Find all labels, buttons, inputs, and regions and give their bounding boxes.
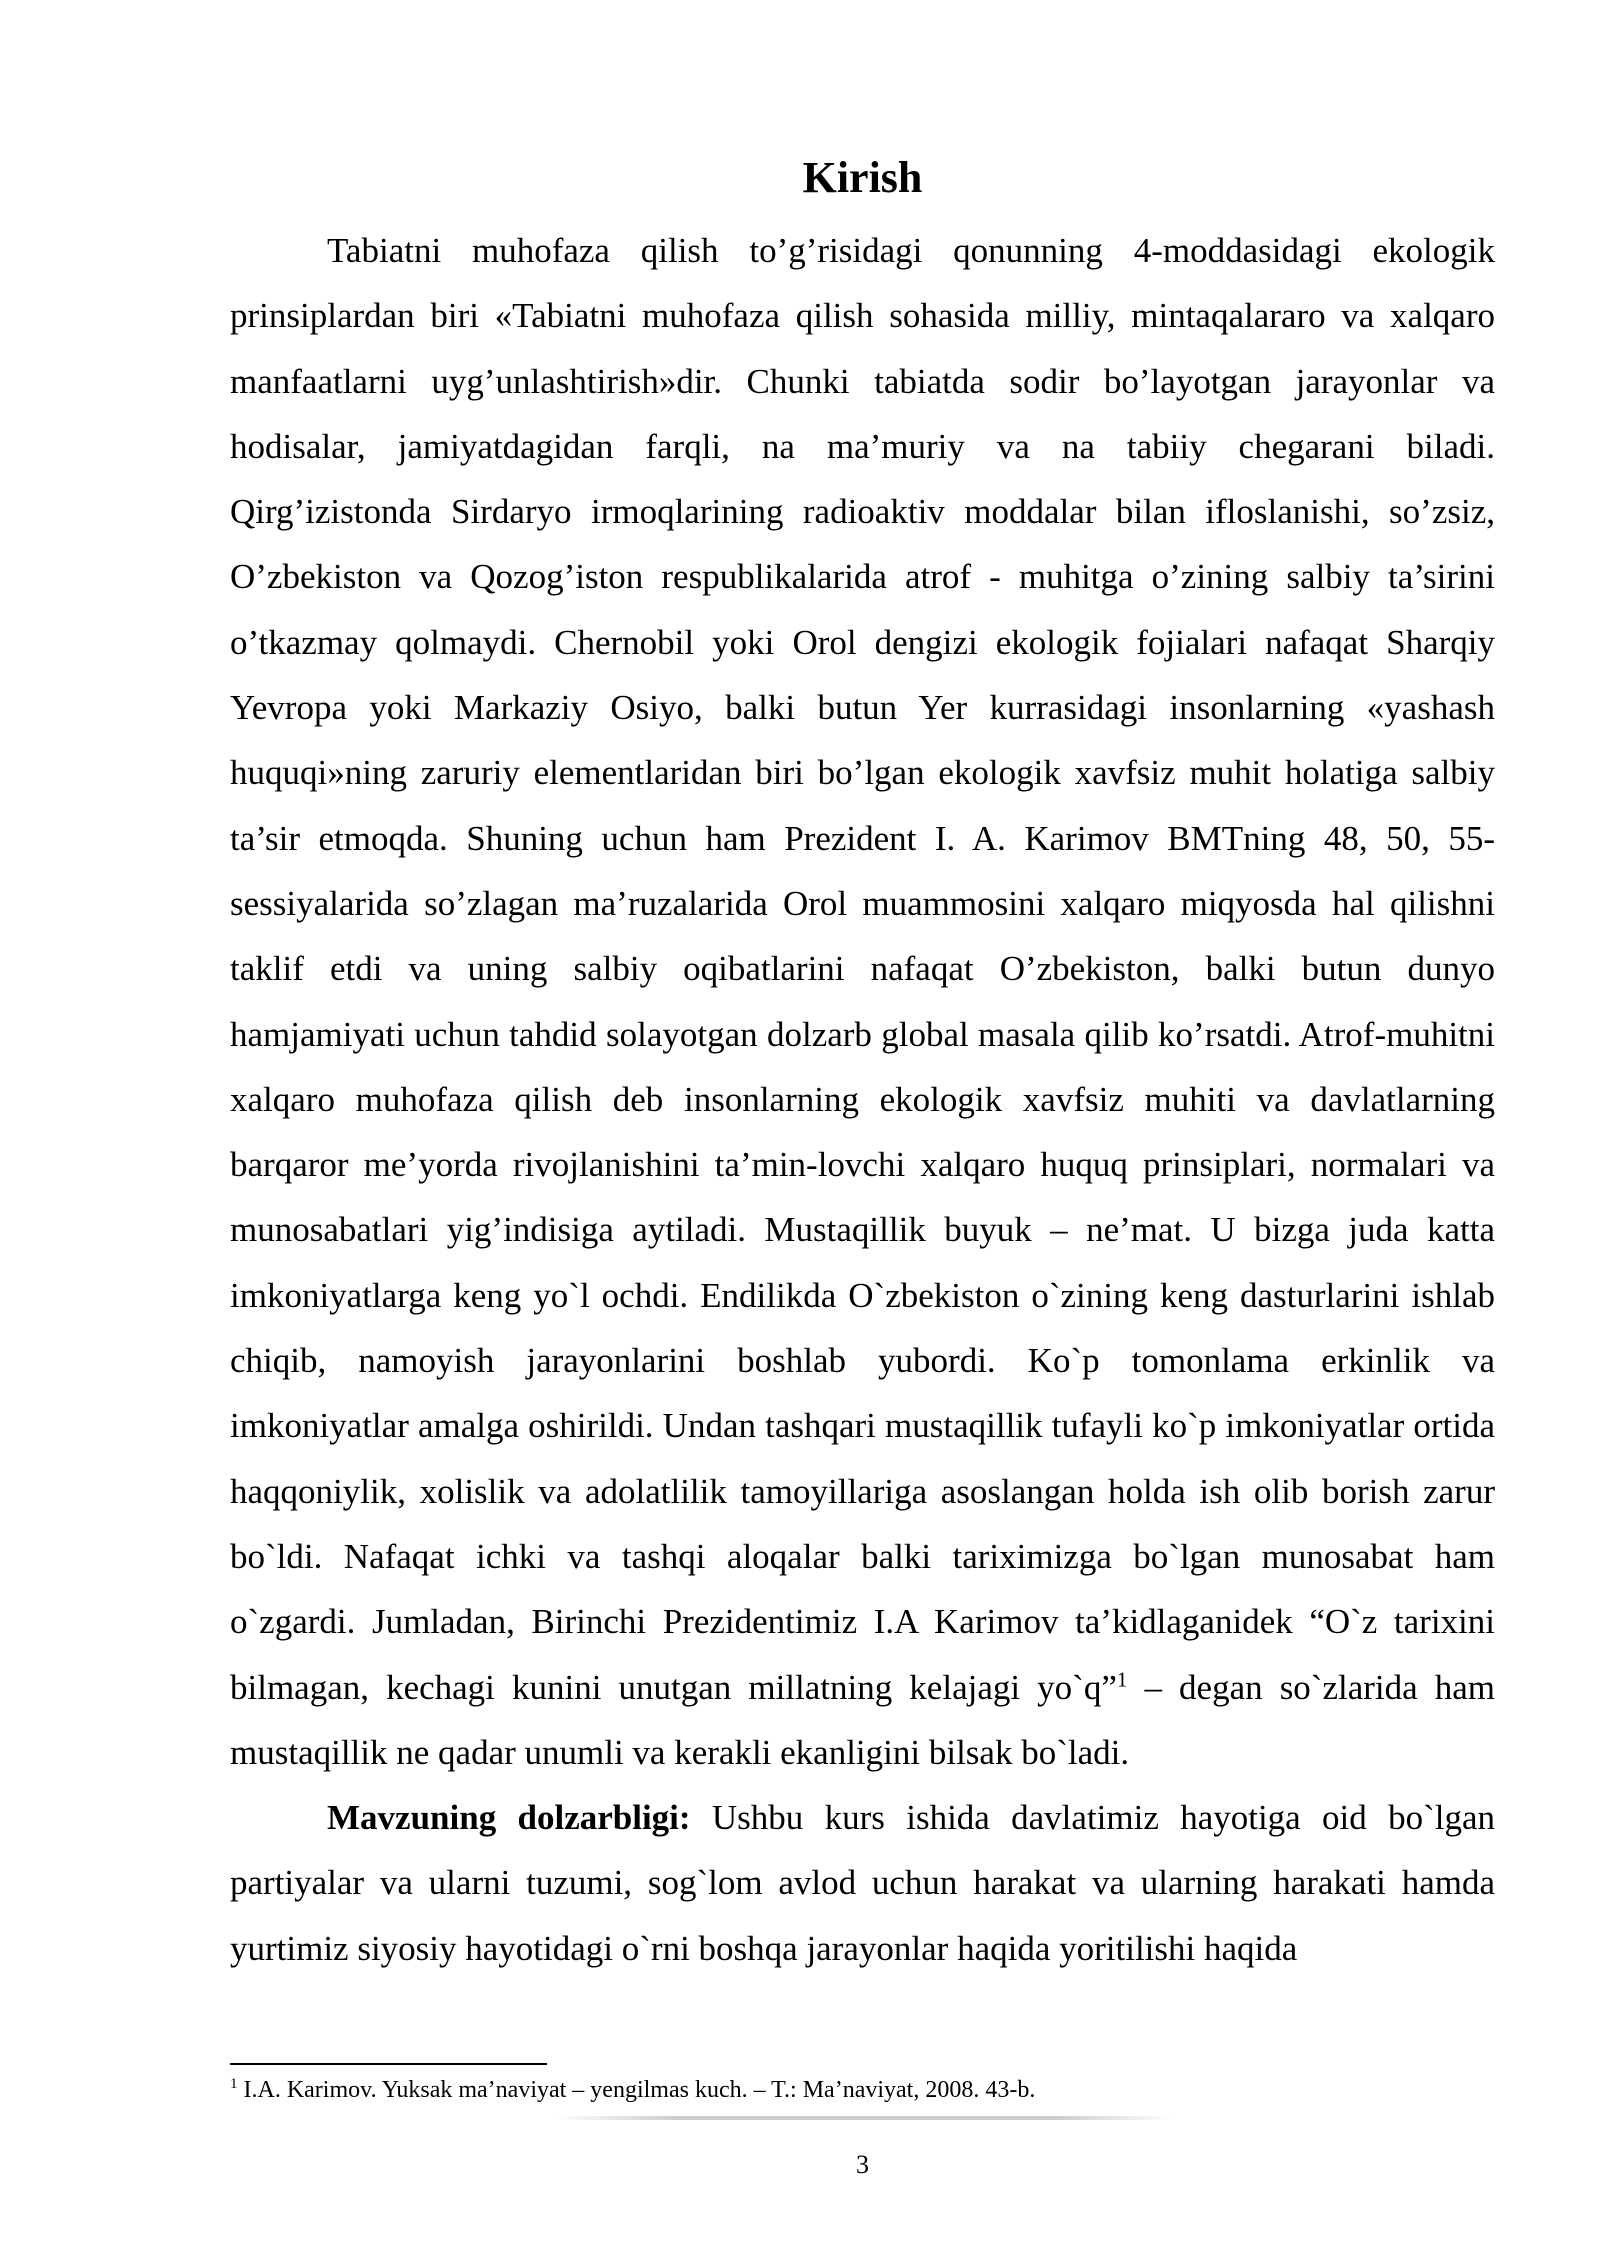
relevance-label: Mavzuning dolzarbligi: [327, 1798, 691, 1838]
footnote-text: I.A. Karimov. Yuksak ma’naviyat – yengilmas kuch. – T.: Ma’naviyat, 2008. 43-b. [237, 2077, 1036, 2103]
body-text [230, 218, 1495, 1981]
footnote-separator [230, 2063, 547, 2065]
relevance-paragraph [230, 1785, 1495, 1981]
page-number: 3 [856, 2150, 869, 2179]
section-heading: Kirish [802, 153, 923, 202]
relevance-text: Ushbu kurs ishida davlatimiz hayotiga oid bo`lgan partiyalar va ularni tuzumi, sog`lom avlod uchun harakat va ularning harakati hamda yurtimiz siyosiy hayotidagi o`rni boshqa jarayonlar haqida yoritilishi haqida [230, 1798, 1496, 1968]
footnote-marker: 1 [230, 2076, 238, 2092]
footnote-reference: 1 [1116, 1666, 1128, 1691]
intro-text: Tabiatni muhofaza qilish to’g’risidagi qonunning 4-moddasidagi ekologik prinsiplardan biri «Tabiatni muhofaza qilish sohasida milliy, mintaqalararo va xalqaro manfaatlarni uyg’unlashtirish»dir. Chunki tabiatda sodir bo’layotgan jarayonlar va hodisalar, jamiyatdagidan farqli, na ma’muriy va na tabiiy chegarani biladi. Qirg’izistonda Sirdaryo irmoqlarining radioaktiv moddalar bilan ifloslanishi, so’zsiz, O’zbekiston va Qozog’iston respublikalarida atrof - muhitga o’zining salbiy ta’sirini o’tkazmay qolmaydi. Chernobil yoki Orol dengizi ekologik fojialari nafaqat Sharqiy Yevropa yoki Markaziy Osiyo, balki butun Yer kurrasidagi insonlarning «yashash huquqi»ning zaruriy elementlaridan biri bo’lgan ekologik xavfsiz muhit holatiga salbiy ta’sir etmoqda. Shuning uchun ham Prezident I. A. Karimov BMTning 48, 50, 55-sessiyalarida so’zlagan ma’ruzalarida Orol muammosini xalqaro miqyosda hal qilishni taklif etdi va uning salbiy oqibatlarini nafaqat O’zbekiston, balki butun dunyo hamjamiyati uchun tahdid solayotgan dolzarb global masala qilib ko’rsatdi. Atrof-muhitni xalqaro muhofaza qilish deb insonlarning ekologik xavfsiz muhiti va davlatlarning barqaror me’yorda rivojlanishini ta’min-lovchi xalqaro huquq prinsiplari, normalari va munosabatlari yig’indisiga aytiladi. Mustaqillik buyuk – ne’mat. U bizga juda katta imkoniyatlarga keng yo`l ochdi. Endilikda O`zbekiston o`zining keng dasturlarini ishlab chiqib, namoyish jarayonlarini boshlab yubordi. Ko`p tomonlama erkinlik va imkoniyatlar amalga oshirildi. Undan tashqari mustaqillik tufayli ko`p imkoniyatlar ortida haqqoniylik, xolislik va adolatlilik tamoyillariga asoslangan holda ish olib borish zarur bo`ldi. Nafaqat ichki va tashqi aloqalar balki tariximizga bo`lgan munosabat ham o`zgardi. Jumladan, Birinchi Prezidentimiz I.A Karimov ta’kidlaganidek “O`z tarixini bilmagan, kechagi kunini unutgan millatning kelajagi yo`q” [230, 231, 1495, 1707]
scan-artifact-line [555, 2116, 1175, 2120]
intro-paragraph [230, 218, 1495, 1785]
intro-tail-text: – degan so`zlarida ham mustaqillik ne qadar unumli va kerakli ekanligini bilsak bo`ladi. [230, 1667, 1496, 1772]
footnote [230, 2074, 1495, 2106]
